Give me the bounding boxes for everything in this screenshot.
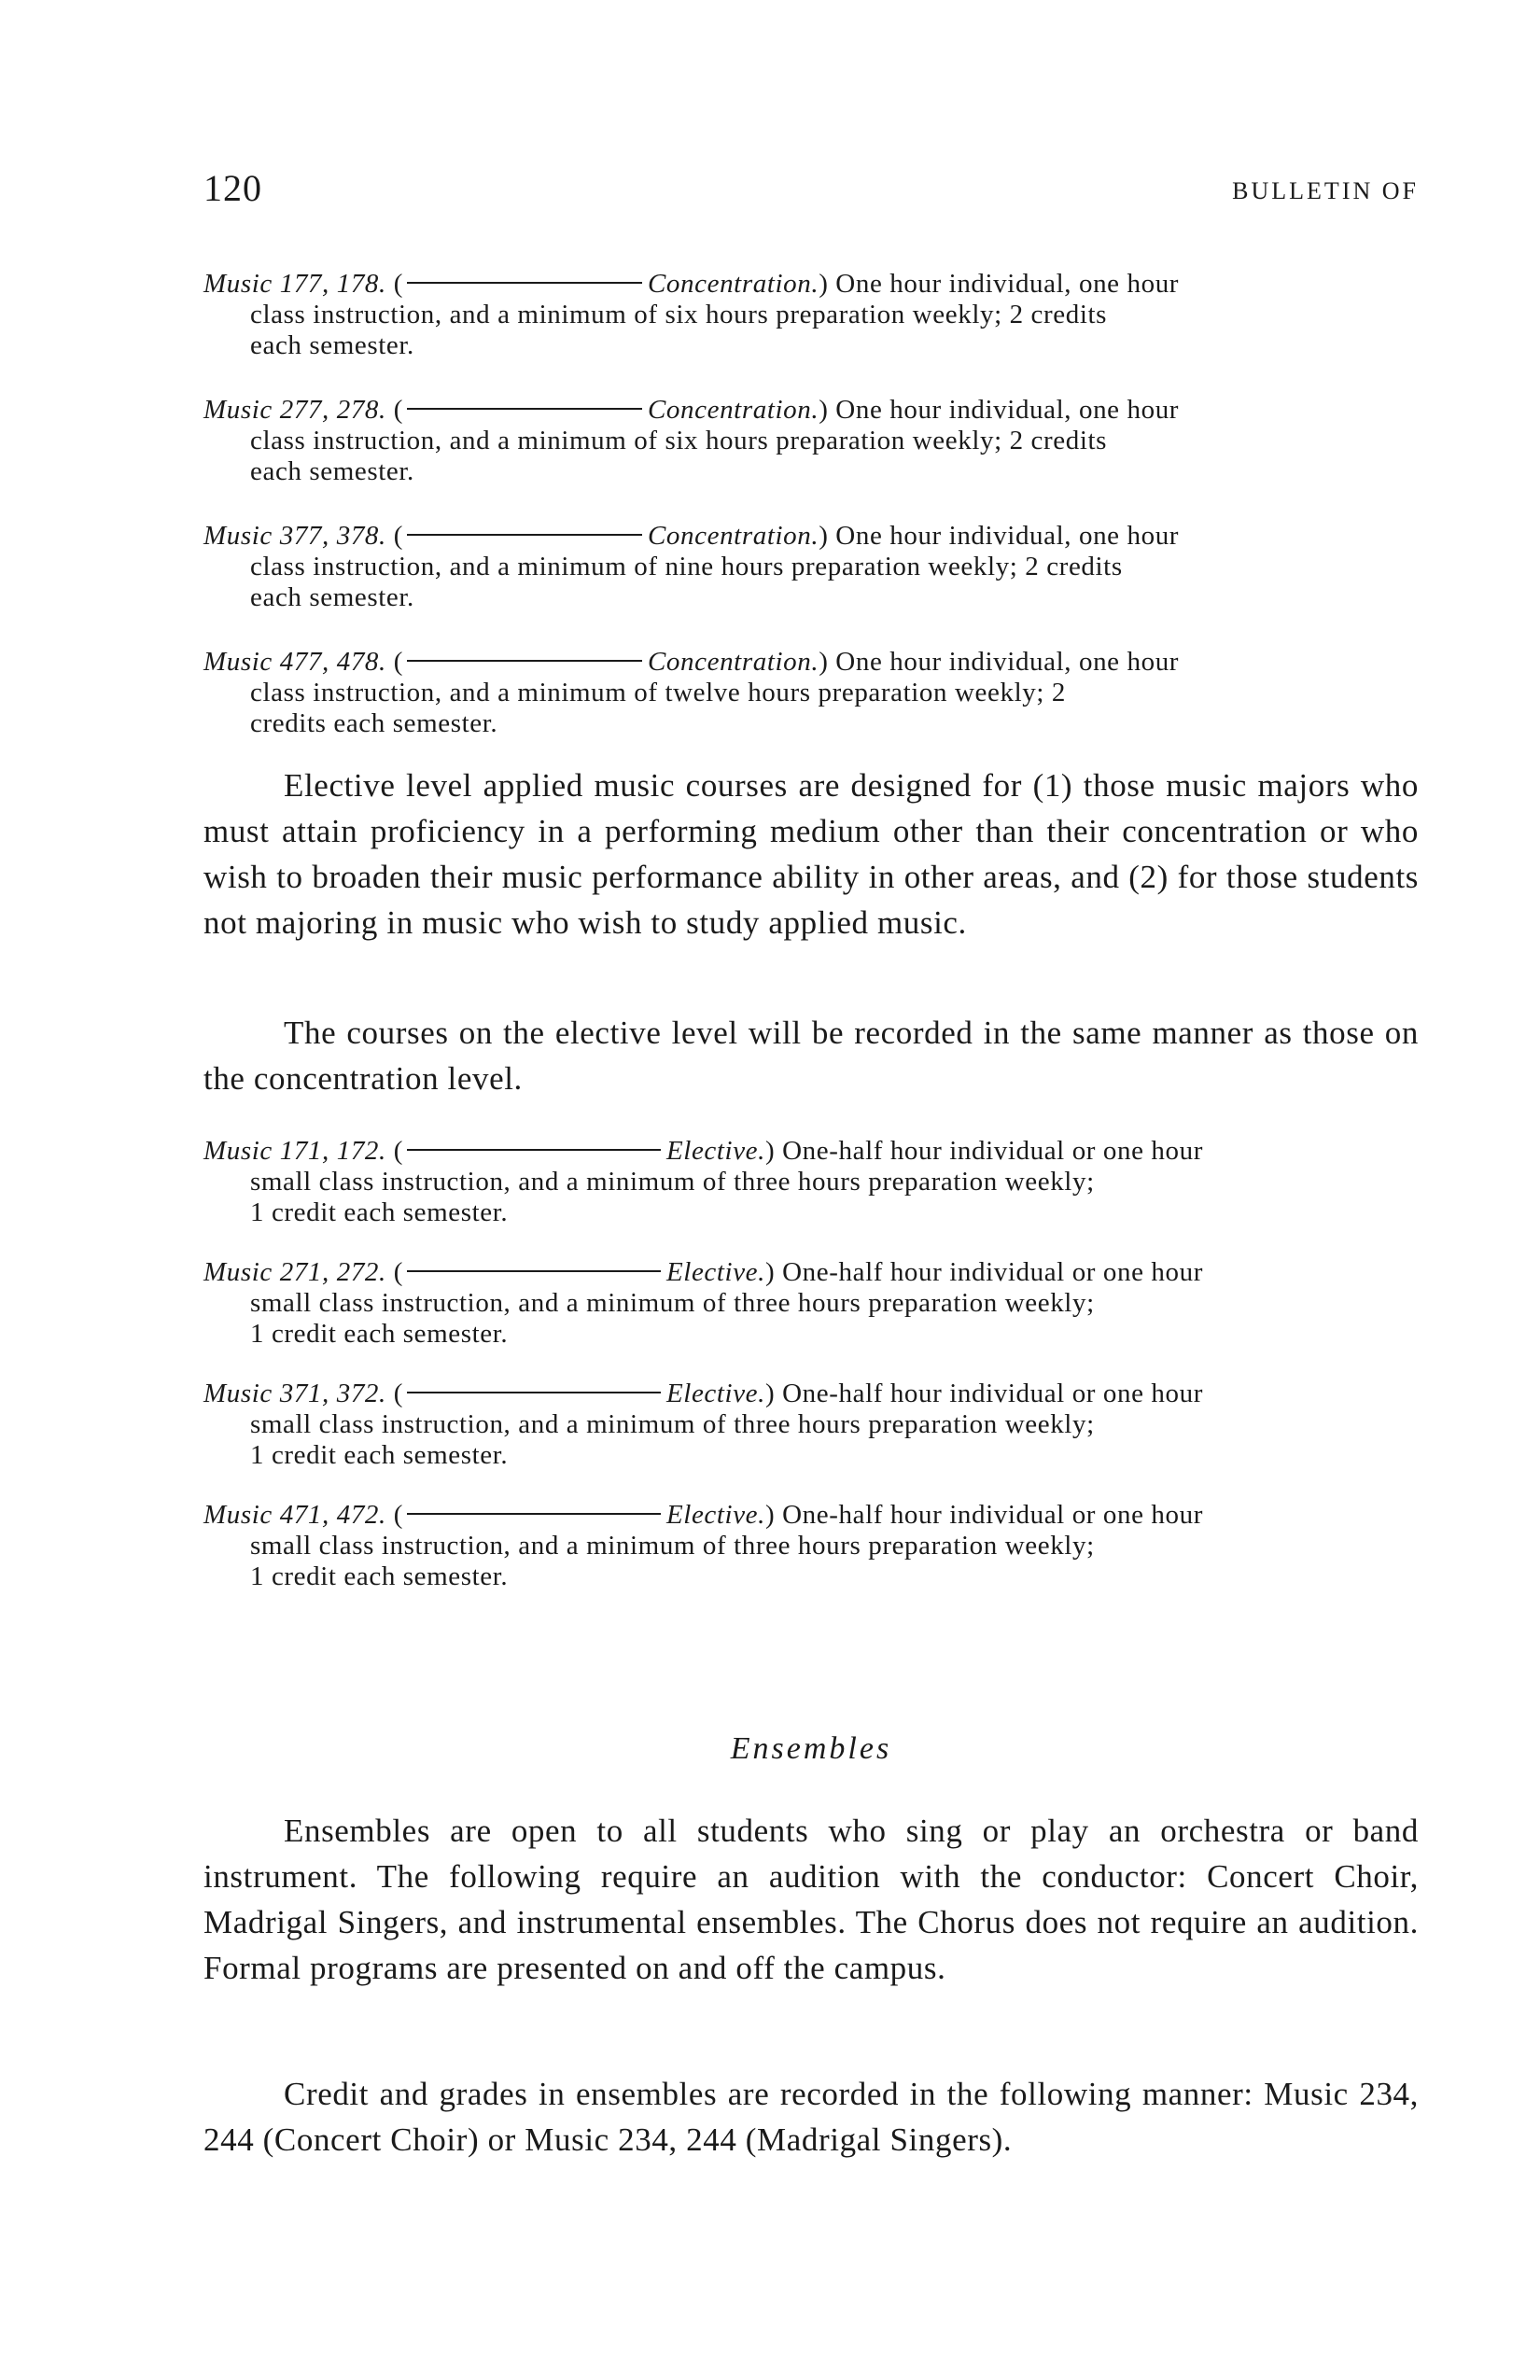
course-desc-line1: One hour individual, one hour <box>835 647 1180 677</box>
course-entry: Music 171, 172. ( Elective.) One-half hour individual or one hour small class instruction, and a minimum of three hours preparation weekly; 1 credit each semester. <box>203 1136 1419 1228</box>
course-desc-line3: credits each semester. <box>250 708 498 738</box>
elective-paragraph: Elective level applied music courses are designed for (1) those music majors who must attain proficiency in a performing medium other than their concentration or who wish to broaden their music performance ability in other areas, and (2) for those students not majoring in music who wish to study applied music. <box>203 767 1419 941</box>
blank-line <box>407 1392 661 1393</box>
course-desc-line2: small class instruction, and a minimum of three hours preparation weekly; <box>250 1409 1095 1439</box>
course-desc-line3: each semester. <box>250 456 414 486</box>
course-entry: Music 177, 178. ( Concentration.) One hour individual, one hour class instruction, and a minimum of six hours preparation weekly; 2 credits each semester. <box>203 269 1419 361</box>
running-title: BULLETIN OF <box>1232 177 1419 204</box>
course-entry: Music 471, 472. ( Elective.) One-half hour individual or one hour small class instruction, and a minimum of three hours preparation weekly; 1 credit each semester. <box>203 1500 1419 1592</box>
course-desc-line1: One hour individual, one hour <box>835 269 1180 299</box>
ensembles-intro <box>203 1808 1419 1991</box>
blank-line <box>407 1270 661 1272</box>
course-desc-line3: 1 credit each semester. <box>250 1440 509 1470</box>
course-desc-line3: 1 credit each semester. <box>250 1561 509 1591</box>
page-number: 120 <box>203 167 262 209</box>
course-number: Music 171, 172. <box>203 1136 386 1166</box>
blank-line <box>407 660 642 662</box>
course-desc-line1: One-half hour individual or one hour <box>782 1379 1203 1408</box>
elective-paragraph: The courses on the elective level will be recorded in the same manner as those on the concentration level. <box>203 1015 1419 1097</box>
course-desc-line1: One-half hour individual or one hour <box>782 1500 1203 1530</box>
course-desc-line1: One hour individual, one hour <box>835 521 1180 551</box>
course-number: Music 471, 472. <box>203 1500 386 1530</box>
course-entry: Music 277, 278. ( Concentration.) One hour individual, one hour class instruction, and a minimum of six hours preparation weekly; 2 credits each semester. <box>203 395 1419 487</box>
blank-line <box>407 534 642 536</box>
course-level: Elective. <box>665 1136 766 1166</box>
course-desc-line2: class instruction, and a minimum of six hours preparation weekly; 2 credits <box>250 426 1108 455</box>
course-level: Concentration. <box>647 395 819 425</box>
course-level: Elective. <box>665 1257 766 1287</box>
blank-line <box>407 282 642 284</box>
course-number: Music 271, 272. <box>203 1257 386 1287</box>
course-desc-line3: 1 credit each semester. <box>250 1319 509 1349</box>
course-entry: Music 371, 372. ( Elective.) One-half hour individual or one hour small class instruction, and a minimum of three hours preparation weekly; 1 credit each semester. <box>203 1379 1419 1471</box>
blank-line <box>407 1513 661 1515</box>
concentration-course-list <box>203 269 1419 767</box>
course-desc-line2: class instruction, and a minimum of six hours preparation weekly; 2 credits <box>250 300 1108 329</box>
elective-note <box>203 1010 1419 1101</box>
course-number: Music 477, 478. <box>203 647 386 677</box>
elective-intro <box>203 763 1419 945</box>
page-header <box>203 166 1419 222</box>
course-desc-line2: small class instruction, and a minimum of three hours preparation weekly; <box>250 1531 1095 1561</box>
course-entry: Music 477, 478. ( Concentration.) One hour individual, one hour class instruction, and a minimum of twelve hours preparation weekly; 2 credits each semester. <box>203 647 1419 739</box>
ensembles-credit <box>203 2071 1419 2163</box>
course-entry: Music 377, 378. ( Concentration.) One hour individual, one hour class instruction, and a minimum of nine hours preparation weekly; 2 credits each semester. <box>203 521 1419 613</box>
course-level: Concentration. <box>647 269 819 299</box>
course-desc-line2: class instruction, and a minimum of nine hours preparation weekly; 2 credits <box>250 552 1123 581</box>
course-number: Music 377, 378. <box>203 521 386 551</box>
blank-line <box>407 1149 661 1151</box>
course-level: Elective. <box>665 1379 766 1408</box>
ensembles-paragraph: Credit and grades in ensembles are recorded in the following manner: Music 234, 244 (Concert Choir) or Music 234, 244 (Madrigal Singers). <box>203 2076 1419 2158</box>
course-entry: Music 271, 272. ( Elective.) One-half hour individual or one hour small class instruction, and a minimum of three hours preparation weekly; 1 credit each semester. <box>203 1257 1419 1350</box>
section-heading-ensembles: Ensembles <box>730 1731 892 1766</box>
course-desc-line2: small class instruction, and a minimum of three hours preparation weekly; <box>250 1288 1095 1318</box>
course-level: Concentration. <box>647 521 819 551</box>
course-desc-line3: 1 credit each semester. <box>250 1197 509 1227</box>
course-desc-line2: small class instruction, and a minimum of three hours preparation weekly; <box>250 1167 1095 1197</box>
course-level: Elective. <box>665 1500 766 1530</box>
course-level: Concentration. <box>647 647 819 677</box>
course-number: Music 177, 178. <box>203 269 386 299</box>
course-number: Music 277, 278. <box>203 395 386 425</box>
blank-line <box>407 408 642 410</box>
course-number: Music 371, 372. <box>203 1379 386 1408</box>
course-desc-line2: class instruction, and a minimum of twelve hours preparation weekly; 2 <box>250 678 1066 707</box>
ensembles-paragraph: Ensembles are open to all students who sing or play an orchestra or band instrument. The following require an audition with the conductor: Concert Choir, Madrigal Singers, and instrumental ensembles. The Chorus does not require an audition. Formal programs are presented on and off the campus. <box>203 1813 1419 1986</box>
course-desc-line1: One hour individual, one hour <box>835 395 1180 425</box>
course-desc-line1: One-half hour individual or one hour <box>782 1257 1203 1287</box>
elective-course-list <box>203 1136 1419 1620</box>
course-desc-line1: One-half hour individual or one hour <box>782 1136 1203 1166</box>
course-desc-line3: each semester. <box>250 582 414 612</box>
course-desc-line3: each semester. <box>250 330 414 360</box>
